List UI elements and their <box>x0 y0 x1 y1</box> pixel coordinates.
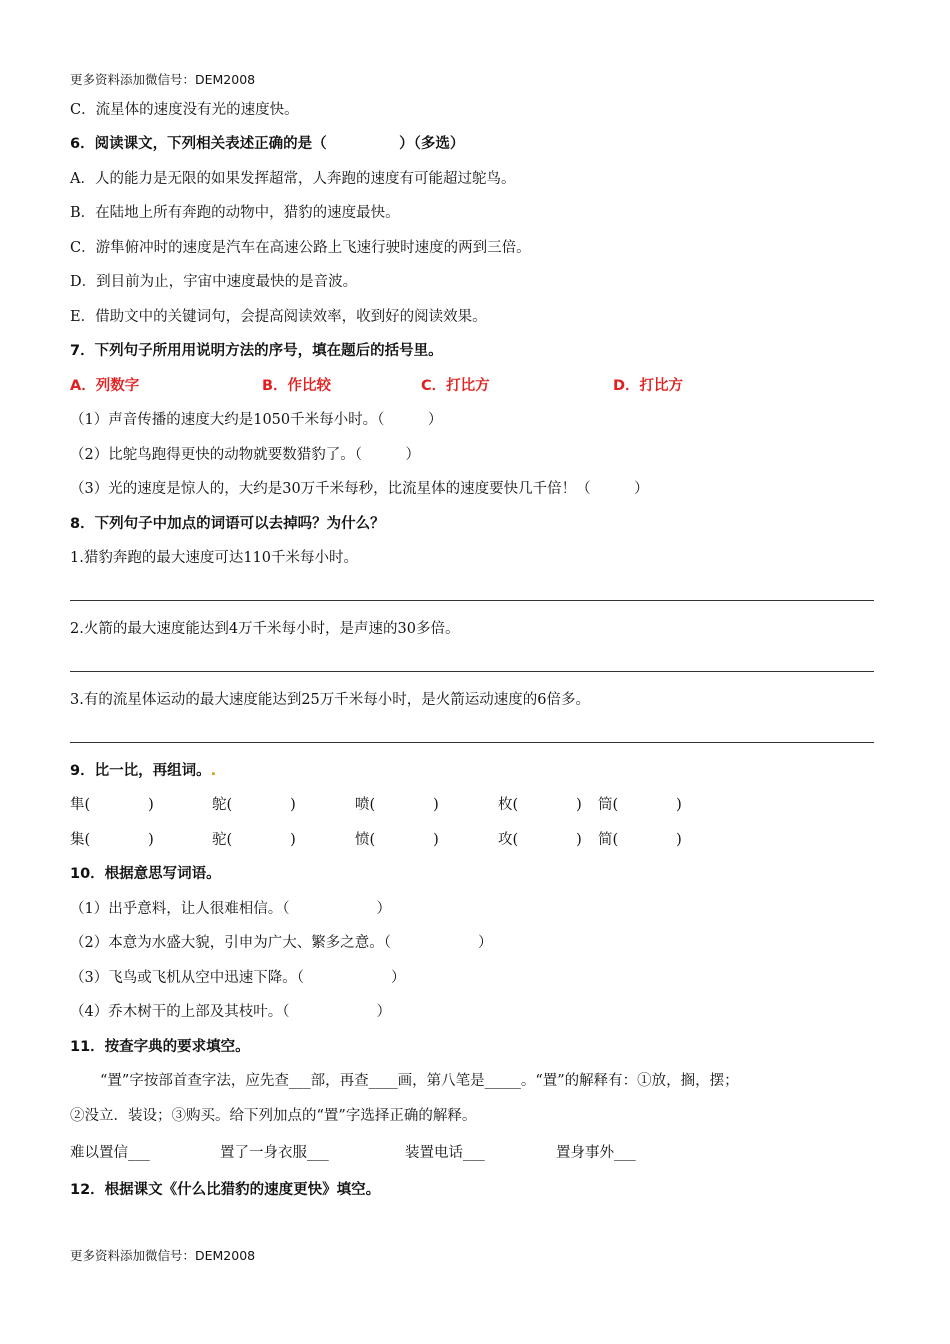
q7-item-1: （1）声音传播的速度大约是1050千米每小时。（ ） <box>70 412 443 428</box>
q10-item-2: （2）本意为水盛大貌，引申为广大、繁多之意。（ ） <box>70 935 493 951</box>
q7-title: 7．下列句子所用用说明方法的序号，填在题后的括号里。 <box>70 343 443 359</box>
q7-choice-a: A．列数字 <box>70 378 140 394</box>
q7-choice-b: B．作比较 <box>262 378 332 394</box>
q11-para-1: “置”字按部首查字法，应先查___部，再查____画，第八笔是_____。“置”的解释有：①放，搁，摆； <box>100 1073 739 1089</box>
q9-row2-cell: 简( ) <box>598 832 682 848</box>
q6-title: 6．阅读课文，下列相关表述正确的是（ ）（多选） <box>70 136 465 152</box>
q11-para-2: ②没立．装设；③购买。给下列加点的“置”字选择正确的解释。 <box>70 1108 477 1124</box>
q9-title-text: 9．比一比，再组词。 <box>70 763 211 779</box>
q9-row2-cell: 驼( ) <box>212 832 296 848</box>
q9-row1-cell: 隼( ) <box>70 797 154 813</box>
q9-title <box>70 761 216 781</box>
q10-item-4: （4）乔木树干的上部及其枝叶。（ ） <box>70 1004 391 1020</box>
q9-row1-cell: 鸵( ) <box>212 797 296 813</box>
q11-word: 置了一身衣服___ <box>220 1145 329 1161</box>
q9-row2-cell: 攻( ) <box>498 832 582 848</box>
q9-row1-cell: 筒( ) <box>598 797 682 813</box>
q6-option-b: B．在陆地上所有奔跑的动物中，猎豹的速度最快。 <box>70 205 400 221</box>
q5-option-c: C．流星体的速度没有光的速度快。 <box>70 102 299 118</box>
q9-row1-cell: 枚( ) <box>498 797 582 813</box>
answer-line[interactable] <box>70 671 874 672</box>
q8-item-1: 1.猎豹奔跑的最大速度可达110千米每小时。 <box>70 550 359 566</box>
answer-line[interactable] <box>70 742 874 743</box>
q9-row2-cell: 愤( ) <box>355 832 439 848</box>
q8-item-2: 2.火箭的最大速度能达到4万千米每小时，是声速的30多倍。 <box>70 621 460 637</box>
q11-title: 11．按查字典的要求填空。 <box>70 1039 250 1055</box>
q9-row1-cell: 喷( ) <box>355 797 439 813</box>
page-footer: 更多资料添加微信号：DEM2008 <box>70 1248 256 1263</box>
q6-option-e: E．借助文中的关键词句，会提高阅读效率，收到好的阅读效果。 <box>70 309 487 325</box>
q8-title: 8．下列句子中加点的词语可以去掉吗？为什么？ <box>70 516 385 532</box>
q6-option-d: D．到目前为止，宇宙中速度最快的是音波。 <box>70 274 358 290</box>
q8-item-3: 3.有的流星体运动的最大速度能达到25万千米每小时，是火箭运动速度的6倍多。 <box>70 692 591 708</box>
q9-dot: . <box>210 763 217 779</box>
answer-line[interactable] <box>70 600 874 601</box>
q10-item-3: （3）飞鸟或飞机从空中迅速下降。（ ） <box>70 970 406 986</box>
q9-row2-cell: 集( ) <box>70 832 154 848</box>
q12-title: 12．根据课文《什么比猎豹的速度更快》填空。 <box>70 1182 381 1198</box>
q11-word: 置身事外___ <box>556 1145 636 1161</box>
q7-choice-d: D．打比方 <box>613 378 684 394</box>
q6-option-a: A．人的能力是无限的如果发挥超常，人奔跑的速度有可能超过鸵鸟。 <box>70 171 516 187</box>
page-header: 更多资料添加微信号：DEM2008 <box>70 72 256 87</box>
q10-title: 10．根据意思写词语。 <box>70 866 221 882</box>
q7-item-3: （3）光的速度是惊人的，大约是30万千米每秒，比流星体的速度要快几千倍！（ ） <box>70 481 649 497</box>
q7-item-2: （2）比鸵鸟跑得更快的动物就要数猎豹了。（ ） <box>70 447 420 463</box>
q11-word: 难以置信___ <box>70 1145 150 1161</box>
q10-item-1: （1）出乎意料，让人很难相信。（ ） <box>70 901 391 917</box>
q6-option-c: C．游隼俯冲时的速度是汽车在高速公路上飞速行驶时速度的两到三倍。 <box>70 240 531 256</box>
q11-word: 装置电话___ <box>405 1145 485 1161</box>
q7-choice-c: C．打比方 <box>421 378 490 394</box>
